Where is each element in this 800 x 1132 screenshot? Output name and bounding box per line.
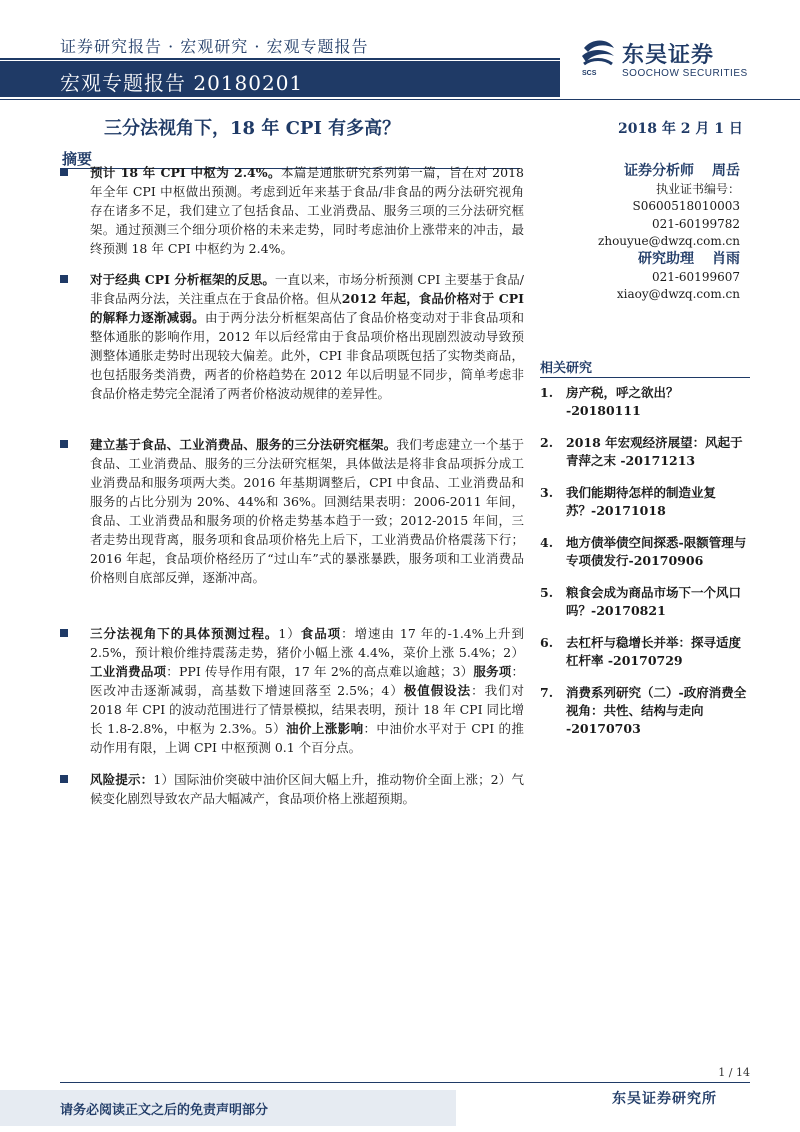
logo-abbr: SCS [582,70,597,77]
header-bar [0,61,560,97]
report-type-label: 宏观专题报告 20180201 [60,71,304,95]
section-body [90,163,524,258]
section-emphasis: 工业消费品项 [90,664,167,679]
assistant-phone: 021-60199607 [651,269,740,284]
related-item-number: 5. [540,585,554,600]
related-item-title: 房产税，呼之欲出？ -20180111 [566,385,679,418]
section-text: 1） [278,626,301,641]
section-body [90,435,524,587]
related-research-list [540,384,750,752]
analyst-cert-label: 执业证书编号： [655,181,740,196]
section-text: 一直以来，市场分析预测 CPI 主要基于食品/非食品两分法，关注重点在于食品价格。但从 [90,272,524,306]
related-item-number: 1. [540,385,554,400]
analyst-role [560,163,740,181]
bullet-icon [60,775,68,783]
abstract-section-reflection [60,270,524,403]
header-bottom-rule [0,99,800,100]
report-date: 2018 年 2 月 1 日 [618,121,743,137]
related-item-number: 3. [540,485,554,500]
related-item[interactable] [540,534,750,570]
related-item-title: 地方债举债空间探悉-限额管理与专项债发行-20170906 [566,535,747,568]
assistant-name: 肖雨 [712,250,740,267]
abstract-section-risk [60,770,524,808]
analyst-name: 周岳 [712,163,740,179]
abstract-section-process [60,624,524,757]
section-emphasis: 油价上涨影响 [286,721,364,736]
related-item-number: 6. [540,635,554,650]
section-body [90,770,524,808]
related-item[interactable] [540,434,750,470]
assistant-role [560,251,740,269]
related-item[interactable] [540,684,750,738]
related-item[interactable] [540,384,750,420]
section-body [90,624,524,757]
section-text: 我们考虑建立一个基于食品、工业消费品、服务的三分法研究框架，具体做法是将非食品项拆分成工业消费品和服务项两大类。2016 年基期调整后，CPI 中食品、工业消费品和服务的占比分别为 20%、44%和 36%。回测结果表明：2006-2011 年间，食品、工业消费品和服务项的价格走势基本趋于一致；2012-2015 年间，三者走势出现背离，服务项和食品项价格先上后下，工业消费品价格震荡下行；2016 年起，食品项价格经历了“过山车”式的暴涨暴跌，服务项和工业消费品价格则自底部反弹，逐渐冲高。 [90,437,524,585]
analyst-role-label: 证券分析师 [624,163,694,179]
bullet-icon [60,168,68,176]
section-body [90,270,524,403]
disclaimer-banner [0,1090,456,1126]
section-text: ：PPI 传导作用有限，17 年 2%的高点难以逾越；3） [166,664,474,679]
related-item[interactable] [540,634,750,670]
section-lead: 对于经典 CPI 分析框架的反思。 [90,272,275,287]
bullet-icon [60,629,68,637]
related-item-title: 粮食会成为商品市场下一个风口吗？-20170821 [566,585,742,618]
related-item[interactable] [540,584,750,620]
related-item-number: 7. [540,685,554,700]
assistant-email[interactable]: xiaoy@dwzq.com.cn [616,287,740,302]
related-research-heading: 相关研究 [540,361,593,376]
related-item-title: 2018 年宏观经济展望：风起于青萍之末 -20171213 [566,435,743,468]
related-item-title: 去杠杆与稳增长并举：探寻适度杠杆率 -20170729 [566,635,742,668]
report-title: 三分法视角下，18 年 CPI 有多高？ [104,118,401,139]
analyst-cert: S0600518010003 [632,199,740,214]
assistant-role-label: 研究助理 [638,250,694,267]
section-text: ：增速由 17 年的-1.4%上升到 2.5%，预计粮价维持震荡走势，猪价小幅上涨 4.4%，菜价上涨 5.4%；2） [90,626,524,660]
section-lead: 预计 18 年 CPI 中枢为 2.4%。 [90,165,281,180]
section-text: 1）国际油价突破中油价区间大幅上升，推动物价全面上涨；2）气候变化剧烈导致农产品大幅减产，食品项价格上涨超预期。 [90,772,524,806]
related-item-title: 消费系列研究（二）-政府消费全视角：共性、结构与走向 -20170703 [566,685,747,736]
related-research-rule [540,377,750,378]
bullet-icon [60,440,68,448]
logo-english-name: SOOCHOW SECURITIES [622,68,748,79]
section-emphasis: 极值假设法 [403,683,472,698]
disclaimer-text: 请务必阅读正文之后的免责声明部分 [60,1103,269,1118]
abstract-section-framework [60,435,524,587]
footer-rule [60,1082,750,1083]
institute-name: 东吴证券研究所 [612,1091,717,1107]
section-text: ：中油价水平对于 CPI 的推动作用有限，上调 CPI 中枢预测 0.1 个百分点。 [90,721,524,755]
abstract-heading: 摘要 [62,150,93,168]
logo-chinese-name: 东吴证券 [622,43,715,68]
related-item-number: 2. [540,435,554,450]
page-number: 1 / 14 [718,1066,750,1079]
section-emphasis: 2012 年起，食品价格对于 CPI 的解释力逐渐减弱。 [90,291,524,325]
section-text: 本篇是通胀研究系列第一篇，旨在对 2018 年全年 CPI 中枢做出预测。考虑到近年来基于食品/非食品的两分法研究视角存在诸多不足，我们建立了包括食品、工业消费品、服务三项的三分法研究框架。通过预测三个细分项价格的未来走势，同时考虑油价上涨带来的冲击，最终预测 18 年 CPI 中枢约为 2.4%。 [90,165,524,256]
section-text: ：医改冲击逐渐减弱，高基数下增速回落至 2.5%；4） [90,664,524,698]
section-lead: 风险提示： [90,772,154,787]
breadcrumb: 证券研究报告 · 宏观研究 · 宏观专题报告 [60,37,369,56]
related-item-number: 4. [540,535,554,550]
section-emphasis: 食品项 [300,626,342,641]
analyst-info [560,163,740,304]
report-header [0,0,800,100]
related-item[interactable] [540,484,750,520]
related-item-title: 我们能期待怎样的制造业复苏？-20171018 [566,485,717,518]
section-text: ：我们对 2018 年 CPI 的波动范围进行了情景模拟，结果表明，预计 18 年 CPI 同比增长 1.8-2.8%，中枢为 2.3%。5） [90,683,524,736]
header-rule [0,58,560,60]
analyst-phone: 021-60199782 [651,216,740,231]
soochow-logo [578,36,758,88]
section-lead: 建立基于食品、工业消费品、服务的三分法研究框架。 [90,437,397,452]
abstract-section-forecast [60,163,524,258]
section-emphasis: 服务项 [473,664,512,679]
section-text: 由于两分法分析框架高估了食品价格变动对于非食品项和整体通胀的影响作用，2012 年以后经常由于食品项价格出现剧烈波动导致预测整体通胀走势时出现较大偏差。此外，CPI 非食品项既包括了实物类商品，也包括服务类消费，两者的价格趋势在 2012 年以后明显不同步，简单考虑非食品价格走势完全混淆了两者价格波动规律的差异性。 [90,310,524,401]
analyst-email[interactable]: zhouyue@dwzq.com.cn [598,234,740,249]
bullet-icon [60,275,68,283]
section-lead: 三分法视角下的具体预测过程。 [90,626,279,641]
